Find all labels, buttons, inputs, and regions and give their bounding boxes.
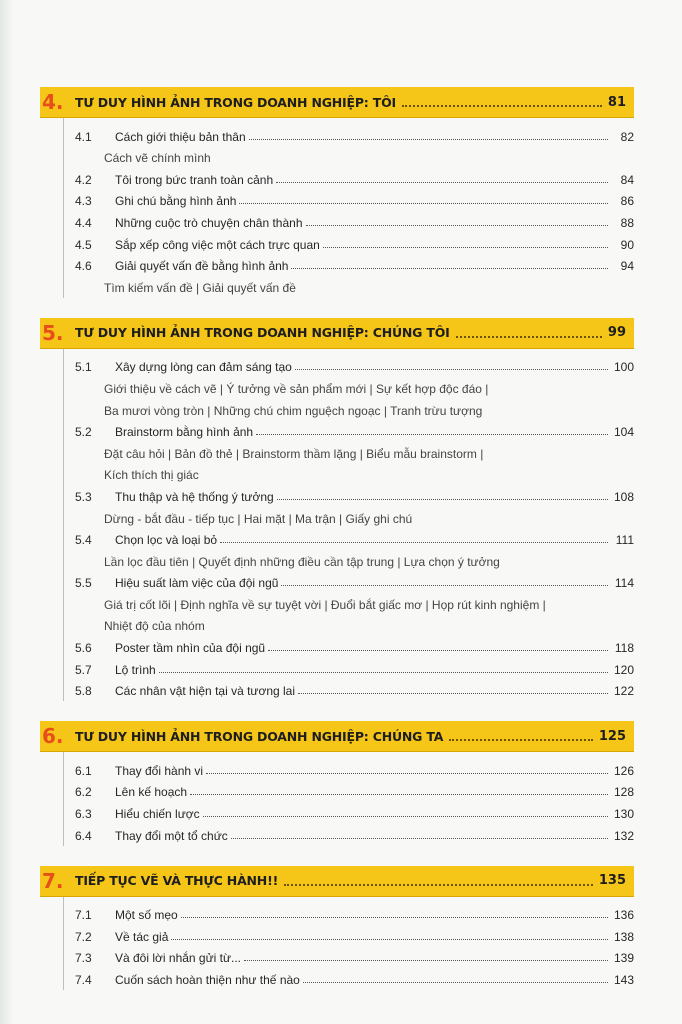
chapter-number: 6. <box>42 724 64 749</box>
toc-entry[interactable] <box>64 482 634 504</box>
entry-number: 6.4 <box>75 828 92 843</box>
chapter-page-number: 81 <box>607 94 626 110</box>
toc-subtopics: Nhiệt độ của nhóm <box>104 619 205 634</box>
entry-number: 4.3 <box>75 194 92 209</box>
chapter-header[interactable] <box>40 318 634 349</box>
entry-title: Lộ trình <box>115 662 156 677</box>
entry-title: Tôi trong bức tranh toàn cảnh <box>115 172 274 187</box>
dot-leader <box>295 369 608 370</box>
entry-number: 4.6 <box>75 259 92 274</box>
toc-entry[interactable] <box>64 677 634 699</box>
chapter-page-number: 135 <box>598 873 626 889</box>
entry-page-number: 86 <box>620 194 634 209</box>
chapter-title: TƯ DUY HÌNH ẢNH TRONG DOANH NGHIỆP: TÔI <box>75 94 396 110</box>
entry-number: 5.4 <box>75 533 92 548</box>
entry-number: 5.8 <box>75 684 92 699</box>
entry-number: 7.1 <box>75 908 92 923</box>
toc-entry[interactable] <box>64 901 634 923</box>
dot-leader <box>449 739 593 741</box>
dot-leader <box>256 434 608 435</box>
entry-number: 5.3 <box>75 489 92 504</box>
dot-leader <box>298 693 608 694</box>
entry-page-number: 94 <box>620 259 634 274</box>
chapter-number: 5. <box>42 320 64 345</box>
toc-subtopics: Đặt câu hỏi | Bản đồ thẻ | Brainstorm thầm lặng | Biểu mẫu brainstorm | <box>104 446 484 461</box>
entry-page-number: 82 <box>620 129 634 144</box>
toc-entry[interactable] <box>64 208 634 230</box>
entry-page-number: 90 <box>620 237 634 252</box>
entry-page-number: 143 <box>613 973 634 987</box>
entry-page-number: 130 <box>613 807 634 822</box>
chapter-section <box>40 318 634 702</box>
entry-number: 7.3 <box>75 951 92 966</box>
chapter-title: TIẾP TỤC VẼ VÀ THỰC HÀNH!! <box>75 873 279 889</box>
entry-number: 5.7 <box>75 662 92 677</box>
entry-title: Những cuộc trò chuyện chân thành <box>115 215 303 230</box>
entry-number: 5.1 <box>75 360 92 375</box>
entry-number: 4.4 <box>75 215 92 230</box>
toc-entry[interactable] <box>64 569 634 591</box>
chapter-title: TƯ DUY HÌNH ẢNH TRONG DOANH NGHIỆP: CHÚNG TÔI <box>75 325 450 341</box>
dot-leader <box>249 139 608 140</box>
chapter-entries <box>63 349 634 702</box>
entry-page-number: 114 <box>614 576 634 591</box>
toc-entry[interactable] <box>64 633 634 655</box>
entry-page-number: 138 <box>613 929 634 944</box>
entry-page-number: 132 <box>613 828 634 843</box>
toc-entry[interactable] <box>64 353 634 375</box>
entry-page-number: 139 <box>613 951 634 966</box>
entry-page-number: 84 <box>620 172 634 187</box>
entry-page-number: 118 <box>614 641 634 656</box>
entry-title: Xây dựng lòng can đảm sáng tạo <box>115 360 292 375</box>
entry-page-number: 126 <box>613 763 634 778</box>
chapter-number: 7. <box>42 868 64 893</box>
toc-entry[interactable] <box>64 526 634 548</box>
entry-title: Poster tầm nhìn của đội ngũ <box>115 641 266 656</box>
dot-leader <box>231 838 608 839</box>
toc-entry[interactable] <box>64 122 634 144</box>
dot-leader <box>203 816 608 817</box>
chapter-number: 4. <box>42 90 64 114</box>
toc-entry[interactable] <box>64 230 634 252</box>
chapter-title: TƯ DUY HÌNH ẢNH TRONG DOANH NGHIỆP: CHÚNG TA <box>75 728 444 744</box>
entry-number: 4.5 <box>75 237 92 252</box>
toc-entry[interactable] <box>64 965 634 987</box>
entry-title: Cuốn sách hoàn thiện như thế nào <box>115 973 300 987</box>
dot-leader <box>281 585 608 586</box>
toc-entry[interactable] <box>64 655 634 677</box>
entry-number: 6.3 <box>75 807 92 822</box>
toc-entry[interactable] <box>64 944 634 966</box>
dot-leader <box>323 247 608 248</box>
entry-page-number: 108 <box>613 489 634 504</box>
chapter-entries <box>63 118 634 298</box>
entry-number: 6.1 <box>75 763 92 778</box>
entry-title: Ghi chú bằng hình ảnh <box>115 194 237 209</box>
chapter-header[interactable] <box>40 721 634 752</box>
entry-page-number: 88 <box>620 215 634 230</box>
entry-page-number: 128 <box>613 785 634 800</box>
toc-entry[interactable] <box>64 418 634 440</box>
entry-title: Hiệu suất làm việc của đội ngũ <box>115 576 279 591</box>
entry-number: 6.2 <box>75 785 92 800</box>
table-of-contents <box>40 87 634 1010</box>
entry-title: Về tác giả <box>115 929 169 944</box>
dot-leader <box>206 773 608 774</box>
entry-page-number: 136 <box>613 908 634 923</box>
chapter-section <box>40 87 634 298</box>
entry-title: Lên kế hoạch <box>115 785 188 800</box>
entry-page-number: 122 <box>613 684 634 699</box>
entry-number: 4.2 <box>75 172 92 187</box>
dot-leader <box>171 939 608 940</box>
entry-title: Giải quyết vấn đề bằng hình ảnh <box>115 259 289 274</box>
toc-entry[interactable] <box>64 778 634 800</box>
dot-leader <box>291 268 608 269</box>
toc-entry[interactable] <box>64 922 634 944</box>
dot-leader <box>303 982 608 983</box>
entry-number: 4.1 <box>75 129 92 144</box>
toc-subtopics: Tìm kiếm vấn đề | Giải quyết vấn đề <box>104 280 296 295</box>
entry-number: 5.2 <box>75 425 92 440</box>
entry-page-number: 100 <box>613 360 634 375</box>
dot-leader <box>220 542 608 543</box>
toc-subtopics: Giới thiệu về cách vẽ | Ý tưởng về sản phẩm mới | Sự kết hợp độc đáo | <box>104 381 489 396</box>
toc-subtopics: Giá trị cốt lõi | Định nghĩa về sự tuyệt vời | Đuổi bắt giấc mơ | Họp rút kinh nghiệm | <box>104 597 546 612</box>
chapter-page-number: 99 <box>607 325 626 341</box>
chapter-entries <box>63 752 634 845</box>
entry-title: Brainstorm bằng hình ảnh <box>115 425 254 440</box>
entry-number: 7.2 <box>75 929 92 944</box>
toc-entry[interactable] <box>64 165 634 187</box>
entry-title: Cách giới thiệu bản thân <box>115 129 246 144</box>
toc-subtopics: Ba mươi vòng tròn | Những chú chim nguệch ngoạc | Tranh trừu tượng <box>104 403 483 418</box>
dot-leader <box>181 917 608 918</box>
dot-leader <box>306 225 609 226</box>
entry-page-number: 111 <box>615 533 634 548</box>
entry-title: Một số mẹo <box>115 908 178 923</box>
dot-leader <box>268 650 608 651</box>
toc-subtopics: Lần lọc đầu tiên | Quyết định những điều cần tập trung | Lựa chọn ý tưởng <box>104 554 500 569</box>
dot-leader <box>456 336 602 338</box>
entry-number: 7.4 <box>75 973 92 987</box>
entry-title: Sắp xếp công việc một cách trực quan <box>115 237 320 252</box>
chapter-section <box>40 721 634 845</box>
dot-leader <box>284 884 593 886</box>
chapter-section <box>40 866 634 990</box>
toc-entry[interactable] <box>64 756 634 778</box>
entry-title: Hiểu chiến lược <box>115 807 200 822</box>
toc-entry[interactable] <box>64 799 634 821</box>
entry-number: 5.5 <box>75 576 92 591</box>
entry-page-number: 120 <box>613 662 634 677</box>
dot-leader <box>239 203 608 204</box>
entry-title: Thay đổi hành vi <box>115 763 204 778</box>
toc-subtopics: Kích thích thị giác <box>104 468 199 483</box>
chapter-header[interactable] <box>40 866 634 897</box>
entry-title: Chọn lọc và loại bỏ <box>115 533 218 548</box>
toc-entry[interactable] <box>64 252 634 274</box>
page-edge-shadow <box>0 0 14 1024</box>
toc-entry[interactable] <box>64 187 634 209</box>
chapter-page-number: 125 <box>598 728 626 744</box>
dot-leader <box>190 794 608 795</box>
dot-leader <box>277 499 608 500</box>
dot-leader <box>244 960 608 961</box>
dot-leader <box>276 182 608 183</box>
toc-subtopics: Dừng - bắt đầu - tiếp tục | Hai mặt | Ma trận | Giấy ghi chú <box>104 511 413 526</box>
entry-page-number: 104 <box>613 425 634 440</box>
chapter-entries <box>63 897 634 990</box>
entry-title: Thu thập và hệ thống ý tưởng <box>115 489 274 504</box>
dot-leader <box>402 105 602 107</box>
toc-subtopics: Cách vẽ chính mình <box>104 151 211 166</box>
entry-title: Thay đổi một tổ chức <box>115 828 228 843</box>
dot-leader <box>159 672 608 673</box>
entry-title: Các nhân vật hiện tại và tương lai <box>115 684 296 699</box>
toc-entry[interactable] <box>64 821 634 843</box>
entry-title: Và đôi lời nhắn gửi từ... <box>115 951 241 966</box>
chapter-header[interactable] <box>40 87 634 118</box>
entry-number: 5.6 <box>75 641 92 656</box>
